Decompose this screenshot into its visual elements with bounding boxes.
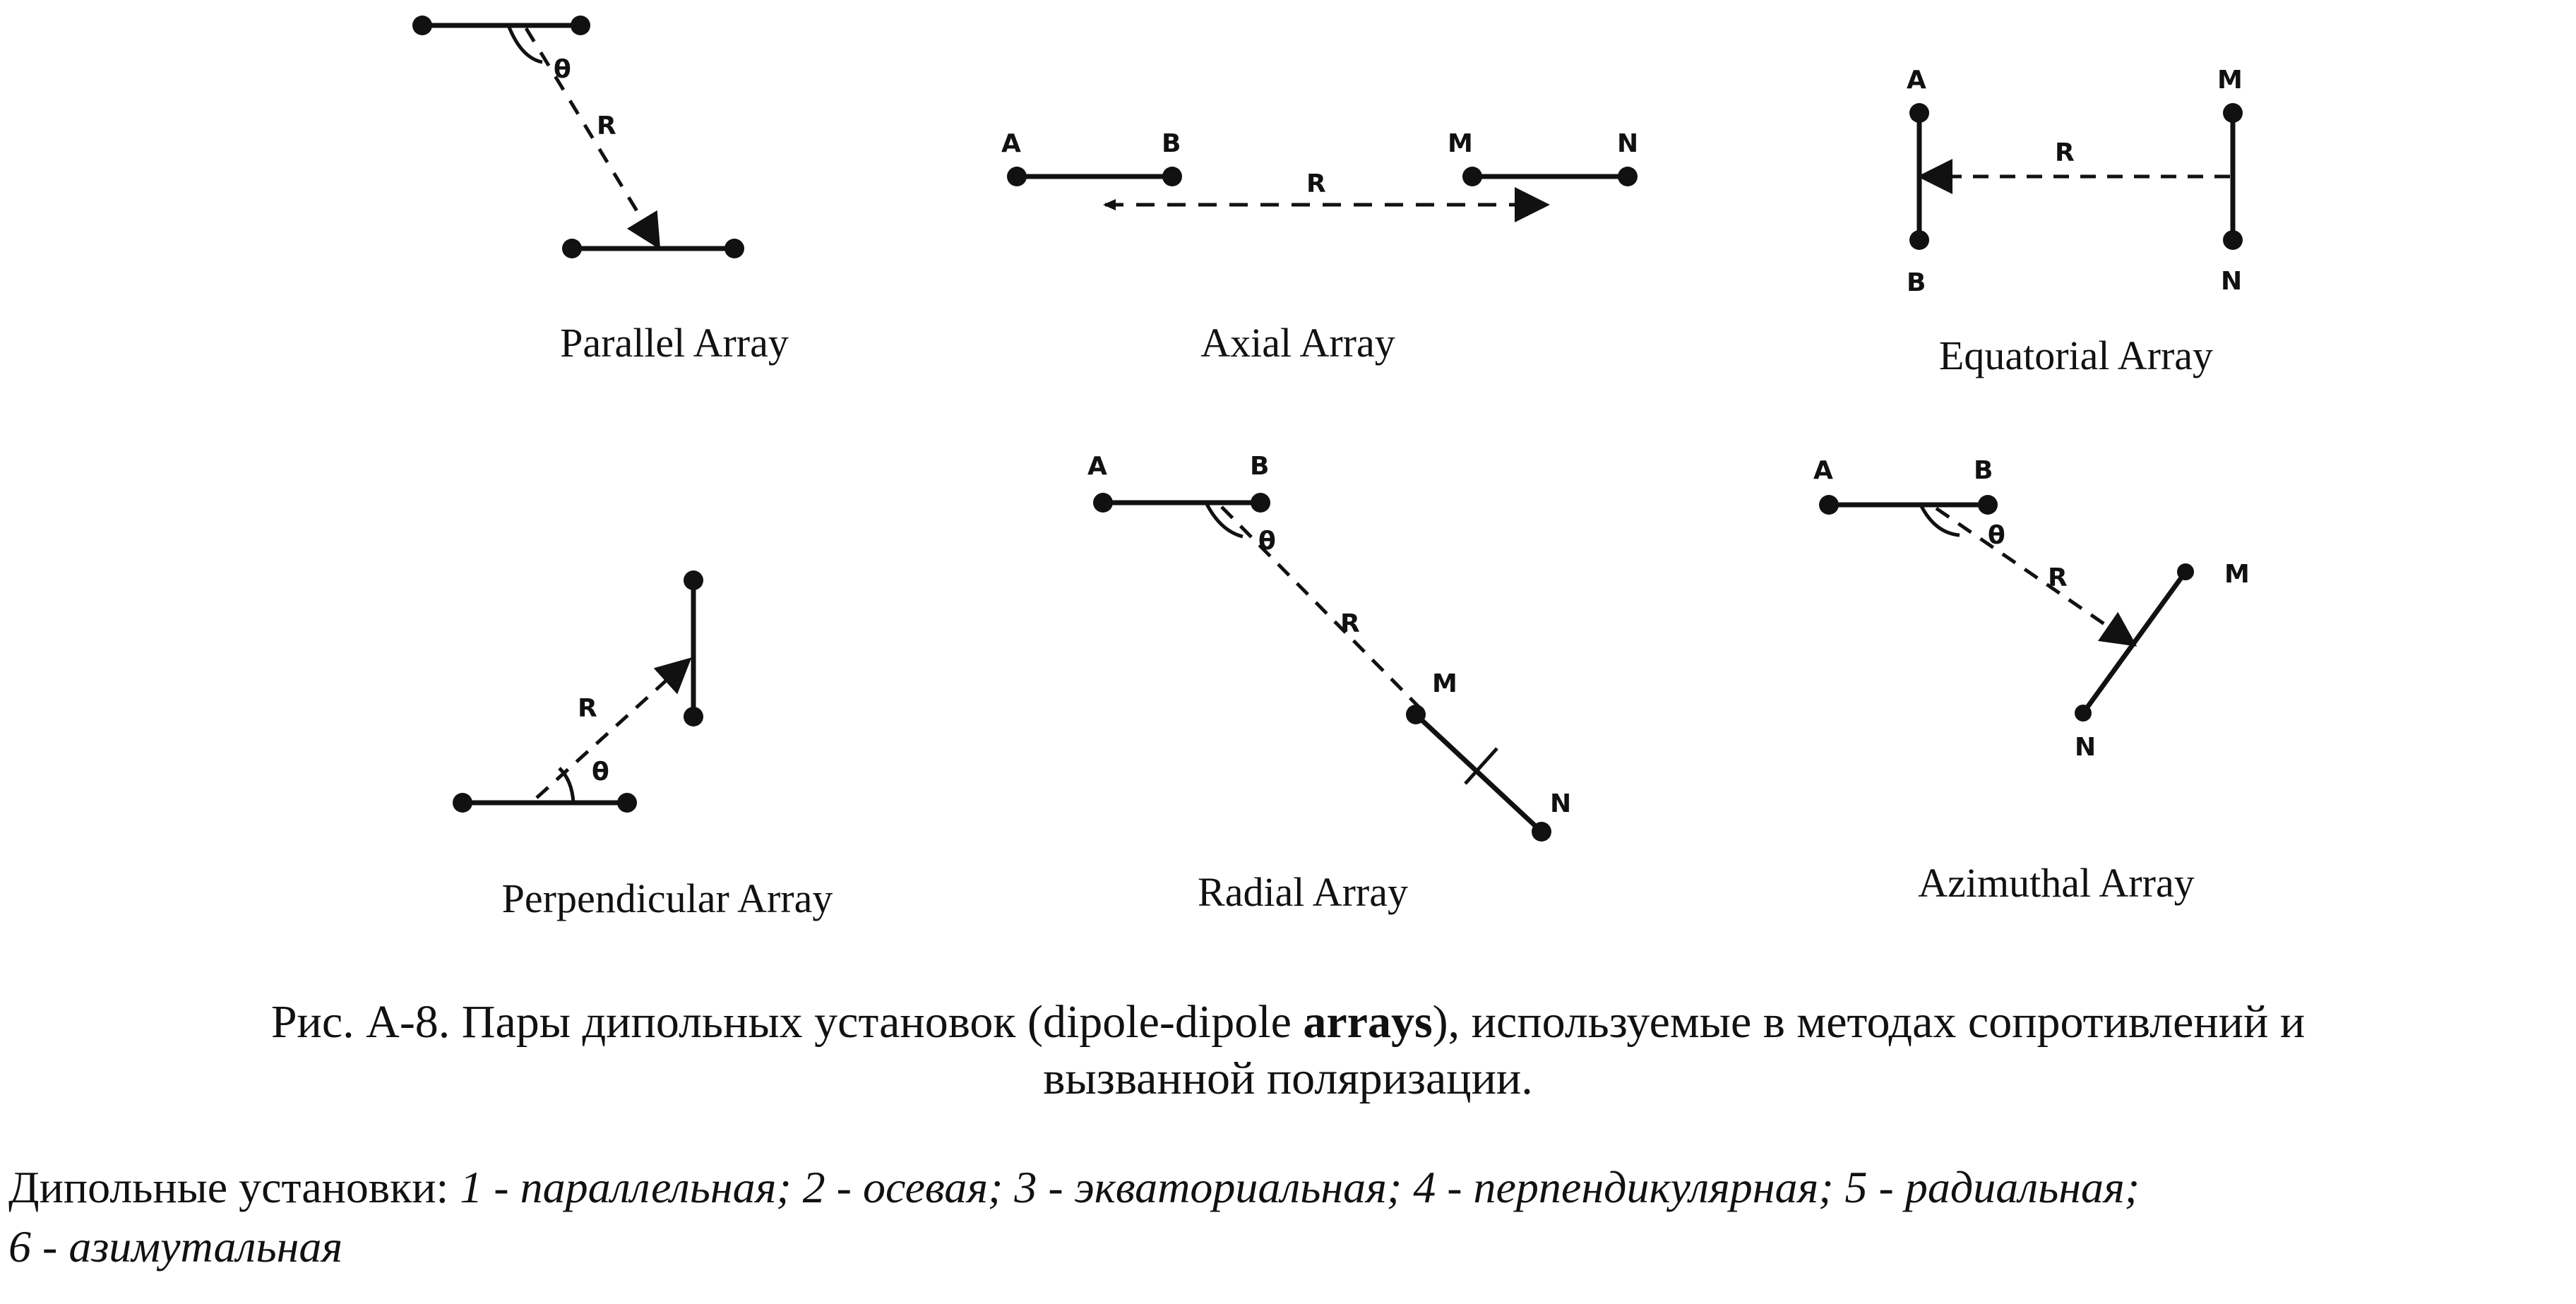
perpendicular-theta: θ [592, 758, 609, 786]
radial-b-label: B [1250, 452, 1270, 481]
equatorial-array-title: Equatorial Array [1938, 333, 2214, 378]
axial-array-diagram [1001, 129, 1638, 366]
caption-line-1: Рис. А-8. Пары дипольных установок (dipole-dipole arrays), используемые в методах сопротивлений и [270, 996, 2306, 1048]
equatorial-b-label: B [1907, 268, 1926, 297]
radial-n-label: N [1550, 789, 1572, 818]
perpendicular-array-title: Perpendicular Array [501, 875, 833, 921]
axial-r-label: R [1306, 169, 1326, 198]
legend-items: 1 - параллельная; 2 - осевая; 3 - экваториальная; 4 - перпендикулярная; 5 - радиальная; [460, 1162, 2140, 1212]
legend-line-1 [8, 1158, 2565, 1217]
axial-array-title: Axial Array [1200, 320, 1395, 366]
radial-a-label: A [1087, 452, 1107, 481]
legend [8, 1158, 2565, 1276]
parallel-array-title: Parallel Array [560, 320, 789, 366]
parallel-theta: θ [554, 55, 571, 84]
axial-a-label: A [1001, 129, 1021, 158]
azimuthal-array-diagram [1813, 456, 2250, 906]
equatorial-r-label: R [2055, 138, 2075, 167]
azimuthal-b-label: B [1974, 456, 1993, 485]
azimuthal-r-label: R [2048, 563, 2068, 592]
azimuthal-theta: θ [1988, 521, 2005, 550]
equatorial-a-label: A [1907, 66, 1926, 95]
equatorial-array-diagram [1907, 66, 2243, 378]
axial-m-label: M [1448, 129, 1473, 158]
legend-lead: Дипольные установки: [8, 1162, 460, 1212]
radial-m-label: M [1432, 669, 1457, 698]
azimuthal-n-label: N [2075, 733, 2097, 762]
equatorial-m-label: M [2217, 66, 2243, 95]
caption-bold-word: arrays [1303, 996, 1433, 1048]
parallel-r-label: R [597, 112, 616, 140]
perpendicular-r-label: R [578, 694, 597, 723]
legend-line-2: 6 - азимутальная [8, 1221, 343, 1272]
azimuthal-m-label: M [2224, 560, 2250, 589]
caption-line-2: вызванной поляризации. [1043, 1053, 1533, 1104]
radial-r-label: R [1340, 609, 1360, 638]
equatorial-n-label: N [2221, 267, 2243, 296]
radial-array-title: Radial Array [1198, 869, 1408, 915]
radial-array-diagram [1087, 452, 1571, 915]
axial-n-label: N [1617, 129, 1639, 158]
azimuthal-array-title: Azimuthal Array [1918, 860, 2195, 906]
perpendicular-array-diagram [453, 570, 833, 921]
azimuthal-a-label: A [1813, 456, 1833, 485]
figure-caption [0, 994, 2576, 1107]
parallel-array-diagram [412, 16, 789, 366]
radial-theta: θ [1258, 527, 1276, 556]
axial-b-label: B [1162, 129, 1181, 158]
